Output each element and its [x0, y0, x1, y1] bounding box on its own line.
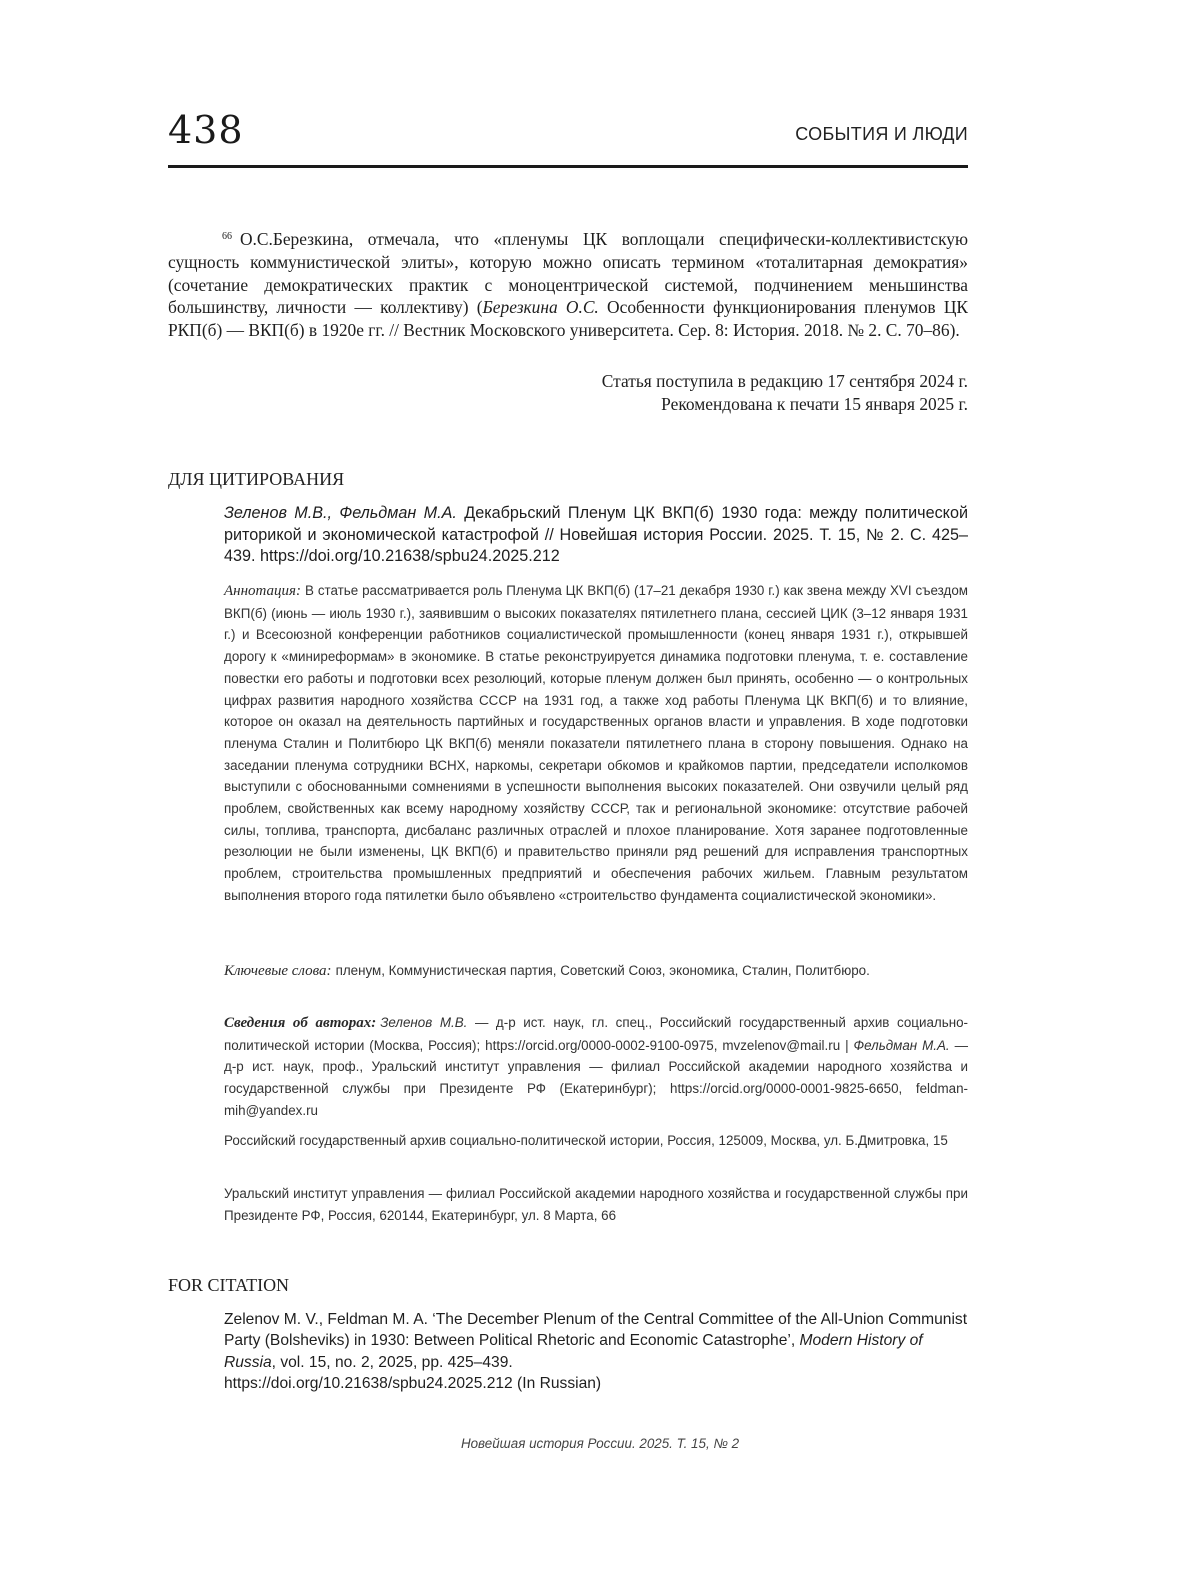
keywords	[224, 960, 968, 983]
footnote-text-2: Особенности функционирования пленумов ЦК РКП(б) — ВКП(б) в 1920е гг. // Вестник Московского университета. Сер. 8: История. 2018. № 2. С. 70–86).	[168, 297, 968, 341]
authors-info-label: Сведения об авторах:	[224, 1015, 377, 1031]
citation-ru-authors: Зеленов М.В., Фельдман М.А.	[224, 504, 457, 522]
footnote-66	[168, 228, 968, 342]
citation-heading-ru: ДЛЯ ЦИТИРОВАНИЯ	[168, 469, 345, 489]
abstract-text: В статье рассматривается роль Пленума ЦК ВКП(б) (17–21 декабря 1930 г.) как звена между XVI съездом ВКП(б) (июнь — июль 1930 г.), заявившим о высоких показателях пятилетнего плана, сессией ЦИК (3–12 января 1931 г.) и Всесоюзной конференции работников социалистической промышленности (конец января 1931 г.), открывшей дорогу к «миниреформам» в экономике. В статье реконструируется динамика подготовки пленума, т. е. составление повестки его работы и подготовки всех резолюций, которые пленум должен был принять, особенно — о контрольных цифрах развития народного хозяйства СССР на 1931 год, а также ход работы Пленума ЦК ВКП(б) и то влияние, которое он оказал на деятельность партийных и государственных органов власти и управления. В ходе подготовки пленума Сталин и Политбюро ЦК ВКП(б) меняли показатели пятилетнего плана в сторону повышения. Однако на заседании пленума сотрудники ВСНХ, наркомы, секретари обкомов и крайкомов партии, председатели исполкомов выступили с обоснованными сомнениями в успешности выполнения высоких показателей. Они озвучили целый ряд проблем, свойственных как всему народному хозяйству СССР, так и региональной экономике: отсутствие рабочей силы, топлива, транспорта, дисбаланс различных отраслей и плохое планирование. Хотя заранее подготовленные резолюции не были изменены, ЦК ВКП(б) и правительство приняли ряд решений для исправления транспортных проблем, строительства промышленных предприятий и обеспечения рабочих жильем. Главным результатом выполнения второго года пятилетки было объявлено «строительство фундамента социалистической экономики».	[224, 583, 968, 903]
abstract	[224, 580, 968, 907]
author-1-name: Зеленов М.В.	[380, 1015, 468, 1030]
author-2-name: Фельдман М.А.	[853, 1037, 950, 1053]
footnote-number: 66	[222, 231, 232, 242]
journal-footer: Новейшая история России. 2025. Т. 15, № 2	[460, 1436, 740, 1451]
citation-en-doi: https://doi.org/10.21638/spbu24.2025.212 (In Russian)	[224, 1375, 602, 1393]
citation-en-text-1: Zelenov M. V., Feldman M. A. ‘The December Plenum of the Central Committee of the All-Union Communist Party (Bolsheviks) in 1930: Between Political Rhetoric and Economic Catastrophe’,	[224, 1311, 968, 1350]
citation-ru-text: Декабрьский Пленум ЦК ВКП(б) 1930 года: между политической риторикой и экономической катастрофой // Новейшая история России. 2025. Т. 15, № 2. С. 425–439. https://doi.org/10.21638/spbu24.2025.212	[224, 504, 968, 566]
footnote-author: Березкина О.С.	[482, 297, 599, 318]
keywords-text: пленум, Коммунистическая партия, Советский Союз, экономика, Сталин, Политбюро.	[335, 963, 870, 978]
keywords-label: Ключевые слова:	[224, 963, 332, 979]
citation-en-text-2: , vol. 15, no. 2, 2025, pp. 425–439.	[271, 1353, 513, 1371]
page-number: 438	[168, 108, 244, 152]
recommended-date: Рекомендована к печати 15 января 2025 г.	[661, 393, 968, 414]
received-date: Статья поступила в редакцию 17 сентября 2024 г.	[601, 371, 968, 391]
affiliation-2: Уральский институт управления — филиал Российской академии народного хозяйства и государственной службы при Президенте РФ, Россия, 620144, Екатеринбург, ул. 8 Марта, 66	[224, 1186, 968, 1223]
authors-info	[224, 1012, 968, 1122]
citation-heading-en: FOR CITATION	[168, 1275, 290, 1295]
citation-ru	[224, 503, 968, 568]
citation-en-journal: Modern History of Russia	[224, 1332, 923, 1371]
author-1-text: — д-р ист. наук, гл. спец., Российский государственный архив социально-политической истории (Москва, Россия); https://orcid.org/0000-0002-9100-0975, mvzelenov@mail.ru |	[224, 1015, 968, 1053]
footnote-text-1: О.С.Березкина, отмечала, что «пленумы ЦК воплощали специфически-коллективистскую сущность коммунистической элиты», которую можно описать термином «тоталитарная демократия» (сочетание демократических практик с моноцентрической системой, подчинением меньшинства большинству, личности — коллективу) (	[168, 229, 968, 318]
header-rule	[168, 165, 968, 168]
article-dates	[602, 370, 968, 416]
abstract-label: Аннотация:	[224, 583, 302, 599]
author-2-text: — д-р ист. наук, проф., Уральский институт управления — филиал Российской академии народного хозяйства и государственной службы при Президенте РФ (Екатеринбург); https://orcid.org/0000-0001-9825-6650, feldman-mih@yandex.ru	[224, 1037, 968, 1118]
citation-en	[224, 1309, 968, 1395]
running-header: СОБЫТИЯ И ЛЮДИ	[795, 124, 968, 144]
affiliation-1: Российский государственный архив социально-политической истории, Россия, 125009, Москва, ул. Б.Дмитровка, 15	[224, 1133, 948, 1148]
